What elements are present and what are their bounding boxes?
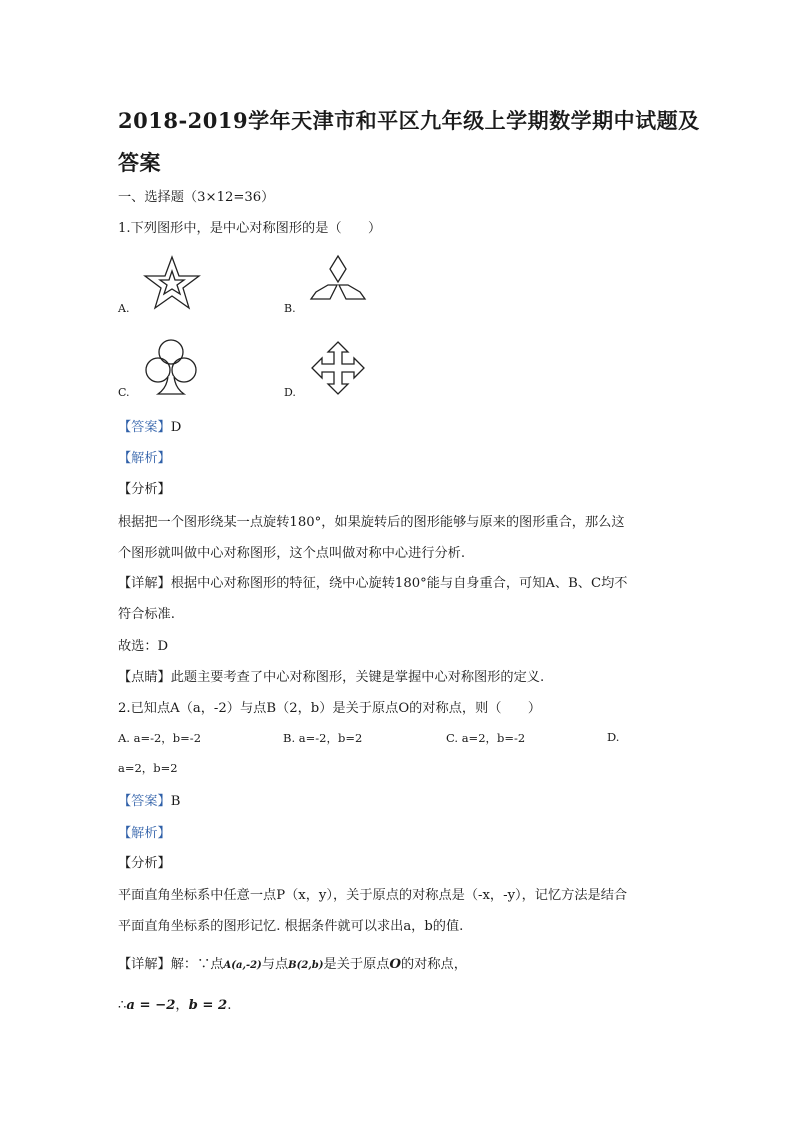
answer-value: D — [170, 420, 182, 435]
club-leaf-left — [146, 358, 170, 382]
xiangjie-tag: 【详解】 — [118, 576, 171, 591]
club-leaf-right — [172, 358, 196, 382]
q1-xiangjie-line2: 符合标准. — [118, 607, 175, 622]
q2-xiangjie — [118, 953, 467, 972]
q1-option-b: B. — [284, 302, 296, 315]
period: . — [227, 998, 232, 1013]
page-title-line2: 答案 — [118, 150, 161, 175]
q2-analysis-tag: 【解析】 — [118, 826, 171, 841]
q1-option-d: D. — [284, 386, 296, 399]
page-title-line1: 2018-2019学年天津市和平区九年级上学期数学期中试题及 — [118, 108, 700, 133]
q2-option-d-value: a=2，b=2 — [118, 761, 178, 775]
xiangjie-text: 根据中心对称图形的特征，绕中心旋转180°能与自身重合，可知A、B、C均不 — [170, 576, 628, 591]
four-arrow-figure — [310, 340, 366, 396]
xiangjie-text-a: 解：∵点 — [170, 957, 224, 972]
mitsubishi-figure — [307, 254, 369, 312]
xiangjie-text-c: 是关于原点 — [323, 957, 390, 972]
answer-tag: 【答案】 — [118, 794, 171, 809]
xiangjie-tag: 【详解】 — [118, 957, 171, 972]
answer-tag: 【答案】 — [118, 420, 171, 435]
origin-formula: O — [389, 957, 401, 972]
a-value-formula: a = −2 — [126, 998, 176, 1013]
q2-fenxi-line1: 平面直角坐标系中任意一点P（x，y），关于原点的对称点是（-x，-y），记忆方法是结合 — [118, 888, 628, 903]
separator: ， — [175, 998, 189, 1013]
q2-option-a: A. a=-2，b=-2 — [118, 731, 202, 745]
star-outer — [145, 257, 199, 308]
q1-fenxi-tag: 【分析】 — [118, 482, 171, 497]
dianjing-text: 此题主要考查了中心对称图形，关键是掌握中心对称图形的定义. — [170, 670, 545, 685]
q2-option-c: C. a=2，b=-2 — [446, 731, 526, 745]
point-b-formula: B(2,b) — [288, 960, 324, 971]
q2-answer — [118, 790, 180, 809]
diamond-left — [311, 285, 337, 299]
q1-option-c: C. — [118, 386, 130, 399]
xiangjie-text-d: 的对称点， — [400, 957, 467, 972]
q1-choose: 故选：D — [118, 639, 169, 654]
answer-value: B — [170, 794, 181, 809]
xiangjie-text-b: 与点 — [261, 957, 289, 972]
club-figure — [140, 336, 202, 400]
therefore-symbol: ∴ — [118, 998, 127, 1013]
q2-fenxi-line2: 平面直角坐标系的图形记忆. 根据条件就可以求出a，b的值. — [118, 919, 464, 934]
b-value-formula: b = 2 — [188, 998, 228, 1013]
q2-option-d: D. — [607, 730, 620, 744]
q1-option-a: A. — [118, 302, 130, 315]
q1-fenxi-line1: 根据把一个图形绕某一点旋转180°，如果旋转后的图形能够与原来的图形重合，那么这 — [118, 515, 625, 530]
q1-fenxi-line2: 个图形就叫做中心对称图形，这个点叫做对称中心进行分析. — [118, 546, 466, 561]
q1-stem: 1.下列图形中，是中心对称图形的是（ ） — [118, 221, 382, 236]
q1-xiangjie-line1 — [118, 572, 627, 591]
dianjing-tag: 【点睛】 — [118, 670, 171, 685]
point-a-formula: A(a,-2) — [223, 960, 262, 971]
diamond-right — [339, 285, 365, 299]
q1-dianjing — [118, 666, 544, 685]
diamond-top — [330, 256, 346, 282]
section-heading: 一、选择题（3×12=36） — [118, 190, 275, 205]
q1-analysis-tag: 【解析】 — [118, 451, 171, 466]
four-arrow-outline — [312, 342, 364, 394]
star-inner — [160, 271, 184, 294]
club-leaf-top — [159, 340, 183, 364]
club-stem — [158, 376, 184, 394]
q2-stem: 2.已知点A（a，-2）与点B（2，b）是关于原点O的对称点，则（ ） — [118, 701, 542, 716]
q2-conclusion — [118, 994, 231, 1013]
star-figure — [141, 254, 203, 312]
q1-answer — [118, 416, 181, 435]
q2-option-b: B. a=-2，b=2 — [283, 731, 363, 745]
q2-fenxi-tag: 【分析】 — [118, 856, 171, 871]
